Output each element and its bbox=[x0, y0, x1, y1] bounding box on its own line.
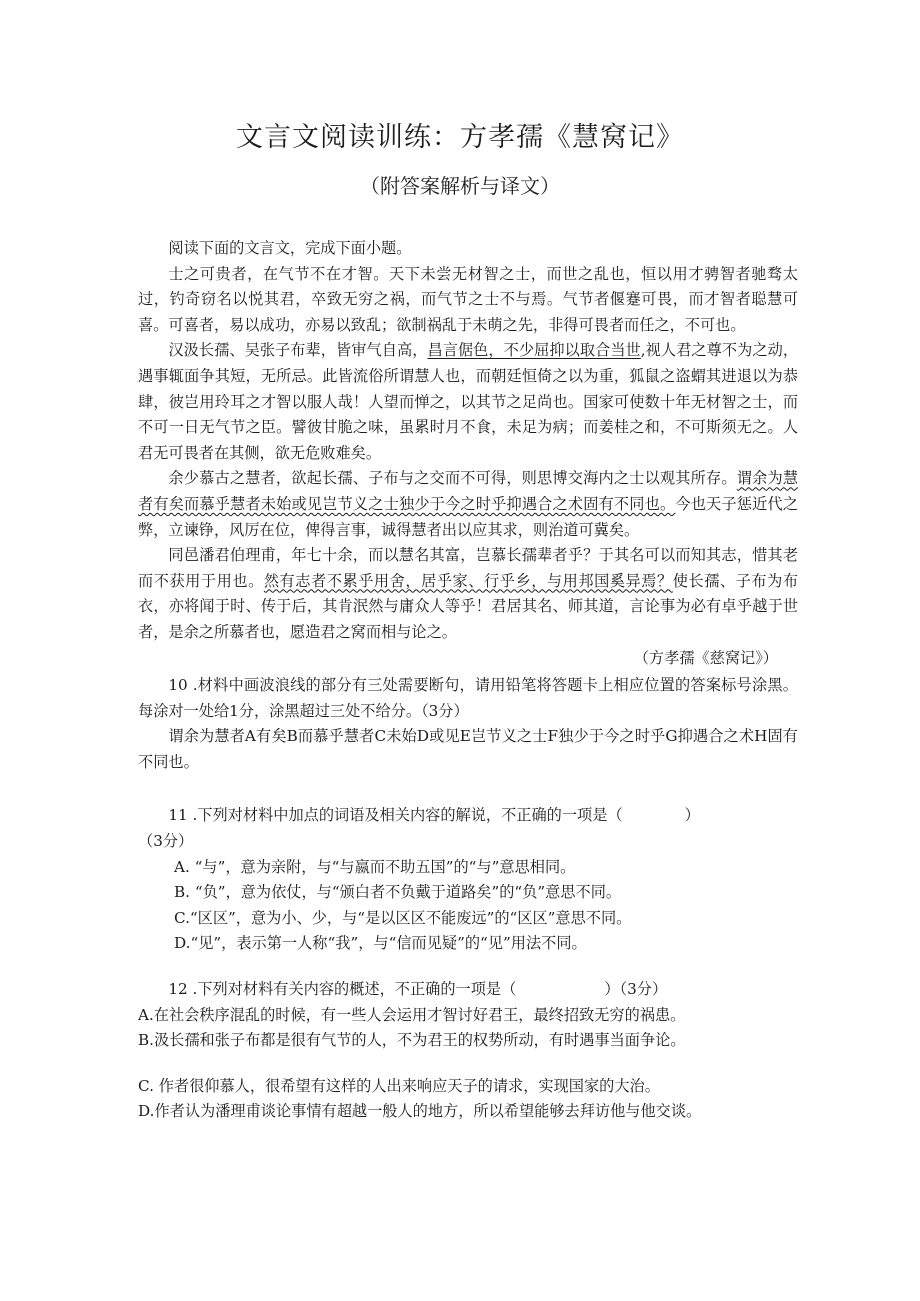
q12-option-c: C. 作者很仰慕人，很希望有这样的人出来响应天子的请求，实现国家的大治。 bbox=[138, 1076, 660, 1095]
question-11-score: （3分） bbox=[138, 832, 194, 851]
q11-option-c: C.“区区”，意为小、少，与“是以区区不能废远”的“区区”意思不同。 bbox=[174, 908, 632, 927]
q11-head-text: 11 .下列对材料中加点的词语及相关内容的解说，不正确的一项是（ bbox=[168, 806, 623, 825]
question-10: 10 .材料中画波浪线的部分有三处需要断句，请用铅笔将答题卡上相应位置的答案标号涂黑。每涂对一处给1分，涂黑超过三处不给分。（3分） bbox=[138, 676, 798, 720]
para2-text-b: ,视人君之尊不为之动，遇事辄面争其短，无所忌。此皆流俗所谓慧人也，而朝廷恒倚之以为重，狐鼠之盗蝟其进退以为恭肆，彼岂用玲耳之才智以服人哉！人望而惮之，以其节之足尚也。国家可使数十年无材智之士，而不可一日无气节之臣。譬彼甘脆之味，虽累时月不食，未足为病；而姜桂之和，不可斯须无之。人君无可畏者在其侧，欲无危败难矣。 bbox=[138, 341, 799, 462]
instruction-text: 阅读下面的文言文，完成下面小题。 bbox=[168, 239, 412, 257]
q11-option-a: A. “与”，意为亲附，与“与嬴而不助五国”的“与”意思相同。 bbox=[174, 857, 576, 876]
source-citation: （方孝孺《慈窝记》） bbox=[633, 648, 778, 667]
passage-paragraph-4 bbox=[138, 543, 798, 645]
para3-wavy-sentence: 谓余为慧者有矣而慕乎慧者未始或见岂节义之士独少于今之时乎抑遇合之术固有不同也。 bbox=[138, 469, 799, 513]
passage-body bbox=[138, 236, 798, 1125]
para4-text-a: 同邑潘君伯理甫，年七十余，而以慧名其富，岂慕长孺辈者乎？于其名可以而知其志，惜其老而不获用于用也。 bbox=[138, 546, 798, 590]
para3-text-a: 余少慕古之慧者，欲起长孺、子布与之交而不可得，则思博交海内之士以观其所存。 bbox=[168, 469, 737, 488]
q12-paren-close: ）（3分） bbox=[604, 980, 668, 999]
passage-paragraph-1: 士之可贵者，在气节不在才智。天下未尝无材智之士，而世之乱也，恒以用才骋智者驰骛太过，钓奇窃名以悦其君，卒致无穷之祸，而气节之士不与焉。气节者偃蹇可畏，而才智者聪慧可喜。可喜者，易以成功，亦易以致乱；欲制祸乱于未萌之先，非得可畏者而任之，不可也。 bbox=[138, 264, 798, 334]
passage-paragraph-3 bbox=[138, 466, 798, 543]
page-title: 文言文阅读训练：方孝孺《慧窝记》 bbox=[236, 122, 684, 153]
q12-option-b: B.汲长孺和张子布都是很有气节的人，不为君王的权势所动，有时遇事当面争论。 bbox=[138, 1031, 686, 1050]
para4-wavy-sentence: 然有志者不累乎用舍，居乎家、行乎乡，与用邦国奚异焉？ bbox=[263, 571, 673, 590]
para4-text-b: 使长孺、子布为布衣，亦将闻于时、传于后，其肯泯然与庸众人等乎！君居其名、师其道，言论事为必有卓乎越于世者，是余之所慕者也，愿造君之窝而相与论之。 bbox=[138, 571, 799, 641]
q11-paren-close: ） bbox=[684, 806, 700, 825]
para3-text-b: 今也天子惩近代之弊，立谏铮，风厉在位，俾得言事，诚得慧者出以应其求，则治道可冀矣。 bbox=[138, 494, 799, 539]
question-10-sentence: 谓余为慧者A有矣B而慕乎慧者C未始D或见E岂节义之士F独少于今之时乎G抑遇合之术H固有不同也。 bbox=[138, 727, 798, 771]
question-12 bbox=[138, 977, 798, 1003]
q12-option-a: A.在社会秩序混乱的时候，有一些人会运用才智讨好君王，最终招致无穷的祸患。 bbox=[138, 1005, 686, 1024]
para2-underlined-sentence: 昌言倨色，不少屈抑以取合当世 bbox=[427, 341, 641, 360]
q11-option-d: D.“见”，表示第一人称“我”，与“信而见疑”的“见”用法不同。 bbox=[174, 934, 587, 953]
q11-option-b: B. “负”，意为依仗，与“颁白者不负戴于道路矣”的“负”意思不同。 bbox=[174, 883, 622, 902]
passage-paragraph-2 bbox=[138, 338, 798, 466]
para2-text-a: 汉汲长孺、吴张子布辈，皆审气自高， bbox=[168, 341, 428, 360]
q12-head-text: 12 .下列对材料有关内容的概述，不正确的一项是（ bbox=[168, 980, 517, 999]
q12-option-d: D.作者认为潘理甫谈论事情有超越一般人的地方，所以希望能够去拜访他与他交谈。 bbox=[138, 1102, 702, 1121]
question-11 bbox=[138, 803, 798, 829]
page-subtitle: （附答案解析与译文） bbox=[360, 174, 560, 198]
